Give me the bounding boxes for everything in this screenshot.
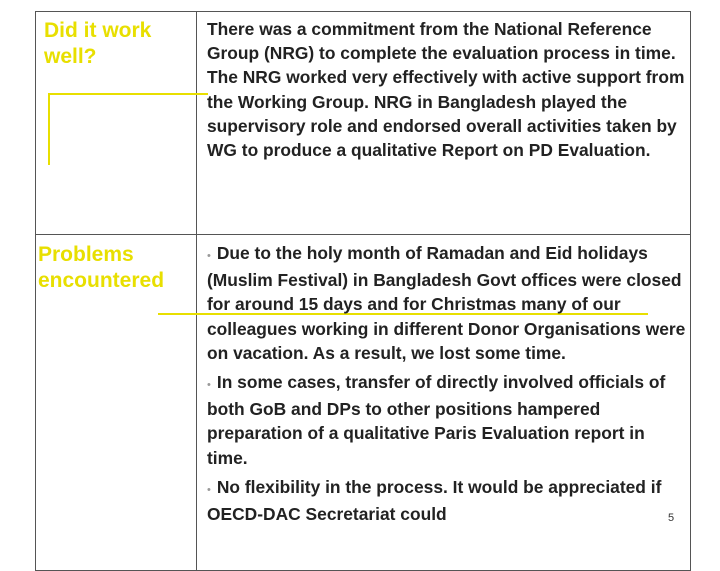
row1-text: There was a commitment from the National Reference Group (NRG) to complete the evaluation process in time. The NRG worked very effectively with active support from the Working Group. NRG in Bangladesh played the supervisory role and endorsed overall activities taken by WG to produce a qualitative Report on PD Evaluation. [207,19,685,161]
bullet-text: Due to the holy month of Ramadan and Eid holidays (Muslim Festival) in Bangladesh Govt offices were closed for around 15 days and for Christmas many of our colleagues working in different Donor Organisations were on vacation. As a result, we lost some time. [207,243,686,363]
bullet-text: In some cases, transfer of directly involved officials of both GoB and DPs to other positions hampered preparation of a qualitative Paris Evaluation report in time. [207,372,666,468]
row2-label: Problems encountered [38,243,165,292]
bullet-icon: • [207,379,211,392]
decorative-line-1 [48,93,208,95]
row1-label: Did it work well? [44,19,152,68]
row2-bullets [207,241,687,531]
row-divider [35,234,691,235]
bullet-icon: • [207,483,211,496]
page-number: 5 [668,512,675,524]
bullet-item-2 [207,370,687,470]
bullet-text: No flexibility in the process. It would be appreciated if OECD-DAC Secretariat could [207,476,662,525]
decorative-line-2 [48,93,50,165]
bullet-item-1 [207,241,687,365]
bullet-item-3 [207,475,687,526]
bullet-icon: • [207,250,211,262]
